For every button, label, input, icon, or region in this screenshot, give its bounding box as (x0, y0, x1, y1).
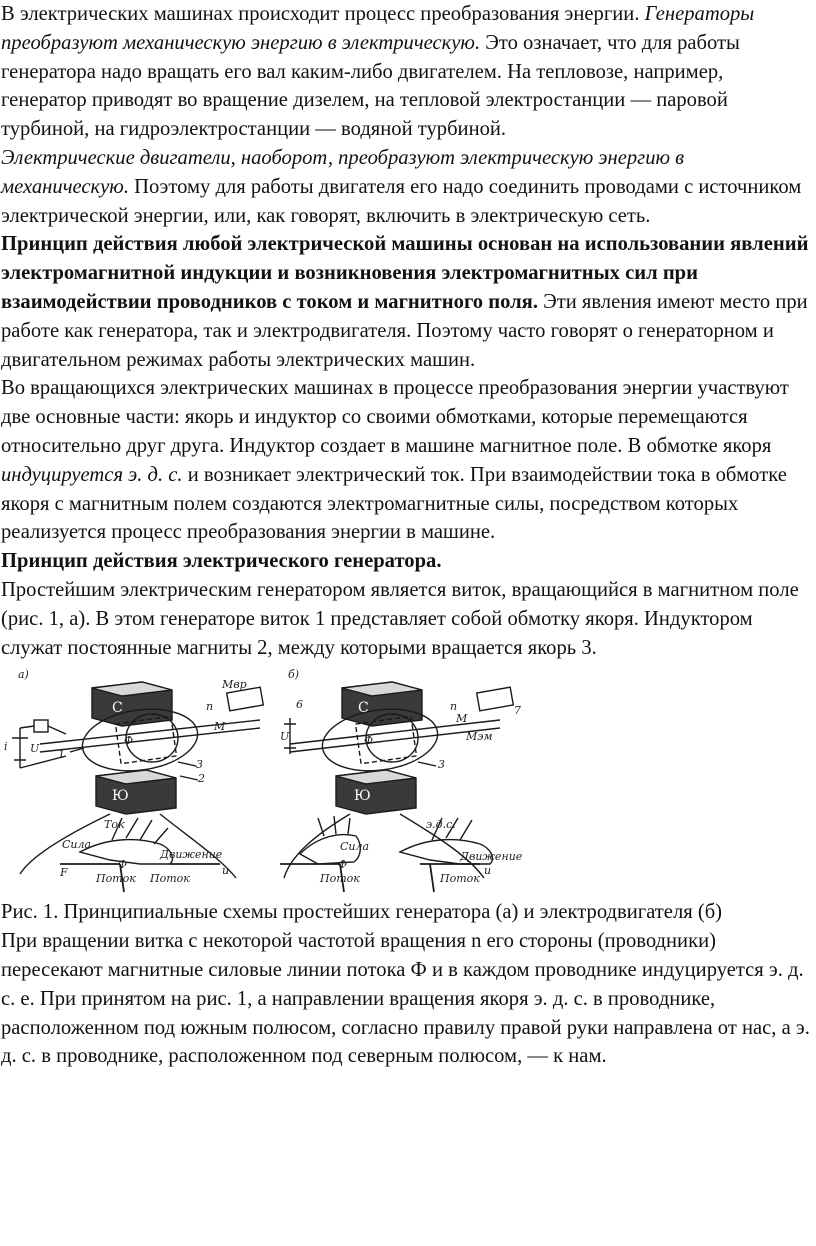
paragraph-1 (0, 0, 812, 144)
figure-generator-motor (0, 668, 812, 898)
heading-generator: Принцип действия электрического генератора. (1, 550, 442, 573)
sila-label-b: Сила (340, 840, 370, 854)
paragraph-3-bold: Принцип действия любой электрической машины основан на использовании явлений электромагнитной индукции и возникновения электромагнитных сил при взаимодействии проводников с током и магнитного поля. (1, 233, 809, 313)
paragraph-5: Простейшим электрическим генератором является виток, вращающийся в магнитном поле (рис. 1, а). В этом генераторе виток 1 представляет собой обмотку якоря. Индуктором служат постоянные магниты 2, между которыми вращается якорь 3. (1, 578, 799, 659)
msh-label-b: Мэм (466, 730, 493, 744)
dvizhenie-label-b: Движение (460, 850, 523, 864)
n-label-b: n (450, 700, 458, 714)
panel-b-label: б) (288, 668, 300, 682)
south-label-a: Ю (112, 788, 129, 805)
paragraph-3 (0, 230, 812, 374)
i-label-a: i (4, 740, 8, 754)
south-label-b: Ю (354, 788, 371, 805)
figure-caption: Рис. 1. Принципиальные схемы простейших генератора (а) и электродвигателя (б) (1, 901, 723, 924)
potok-label-b-1: Поток (320, 872, 360, 886)
potok-label-a-1: Поток (96, 872, 136, 886)
sila-label-a: Сила (62, 838, 92, 852)
phi-label-a: Ф (118, 858, 128, 872)
north-label-b: С (358, 700, 369, 717)
u-label-a: U (30, 742, 40, 756)
n-label-a: n (206, 700, 214, 714)
figure-drawing (0, 668, 812, 898)
paragraph-4 (0, 374, 812, 547)
num3-label-a: 3 (196, 758, 203, 772)
paragraph-4-text-c: и возникает электрический ток. При взаимодействии тока в обмотке якоря с магнитным полем создаются электромагнитные силы, посредством которых реализуется процесс преобразования энергии в машине. (1, 463, 787, 544)
num6-label-b: 6 (296, 698, 303, 712)
u-label-b: U (280, 730, 290, 744)
m-label-a: M (214, 720, 226, 734)
num3-label-b: 3 (438, 758, 445, 772)
num2-label-a: 2 (198, 772, 205, 786)
paragraph-1-text-a: В электрических машинах происходит процесс преобразования энергии. (1, 3, 645, 25)
paragraph-3-text: Эти явления имеют место при работе как генератора, так и электродвигателя. Поэтому часто говорят о генераторном и двигательном режимах работы электрических машин. (1, 290, 808, 371)
paragraph-1-text-c: Это означает, что для работы генератора надо вращать его вал каким-либо двигателем. На тепловозе, например, генератор приводят во вращение дизелем, на тепловой электростанции — паровой турбиной, на гидроэлектростанции — водяной турбиной. (1, 31, 740, 141)
tok-label-a: Ток (104, 818, 125, 832)
paragraph-4-italic: индуцируется э. д. с. (1, 463, 183, 486)
potok-label-b-2: Поток (440, 872, 480, 886)
flux-label-b: Ф (364, 734, 374, 748)
potok-label-a-2: Поток (150, 872, 190, 886)
paragraph-4-text-a: Во вращающихся электрических машинах в процессе преобразования энергии участвуют две основные части: якорь и индуктор со своими обмотками, которые перемещаются относительно друг друга. Индуктор создает в машине магнитное поле. В обмотке якоря (1, 377, 789, 457)
paragraph-6: При вращении витка с некоторой частотой вращения n его стороны (проводники) пересекают магнитные силовые линии потока Ф и в каждом проводнике индуцируется э. д. с. е. При принятом на рис. 1, а направлении вращения якоря э. д. с. в проводнике, расположенном под южным полюсом, согласно правилу правой руки направлена от нас, а э. д. с. в проводнике, расположенном под северным полюсом, — к нам. (1, 930, 810, 1068)
num1-label-a: 1 (58, 748, 65, 762)
num7-label-b: 7 (514, 704, 521, 718)
u-small-label-b: u (484, 864, 492, 878)
eds-label-b: э.д.с. (426, 818, 456, 832)
flux-label-a: Ф (124, 734, 134, 748)
phi-label-b: Ф (338, 858, 348, 872)
dvizhenie-label-a: Движение (160, 848, 223, 862)
u-small-label-a: u (222, 864, 230, 878)
north-label-a: С (112, 700, 123, 717)
paragraph-2-text: Поэтому для работы двигателя его надо соединить проводами с источником электрической энергии, или, как говорят, включить в электрическую сеть. (1, 175, 802, 227)
paragraph-2-italic: Электрические двигатели, наоборот, преобразуют электрическую энергию в механическую. (1, 146, 685, 198)
paragraph-2 (0, 144, 812, 230)
panel-a-drawing (12, 682, 263, 892)
panel-a-label: а) (18, 668, 29, 682)
f-label-a: F (60, 866, 68, 880)
m-label-b: M (456, 712, 468, 726)
mvr-label-a: Мвр (222, 678, 247, 692)
paragraph-1-italic: Генераторы преобразуют механическую энергию в электрическую. (1, 3, 755, 54)
